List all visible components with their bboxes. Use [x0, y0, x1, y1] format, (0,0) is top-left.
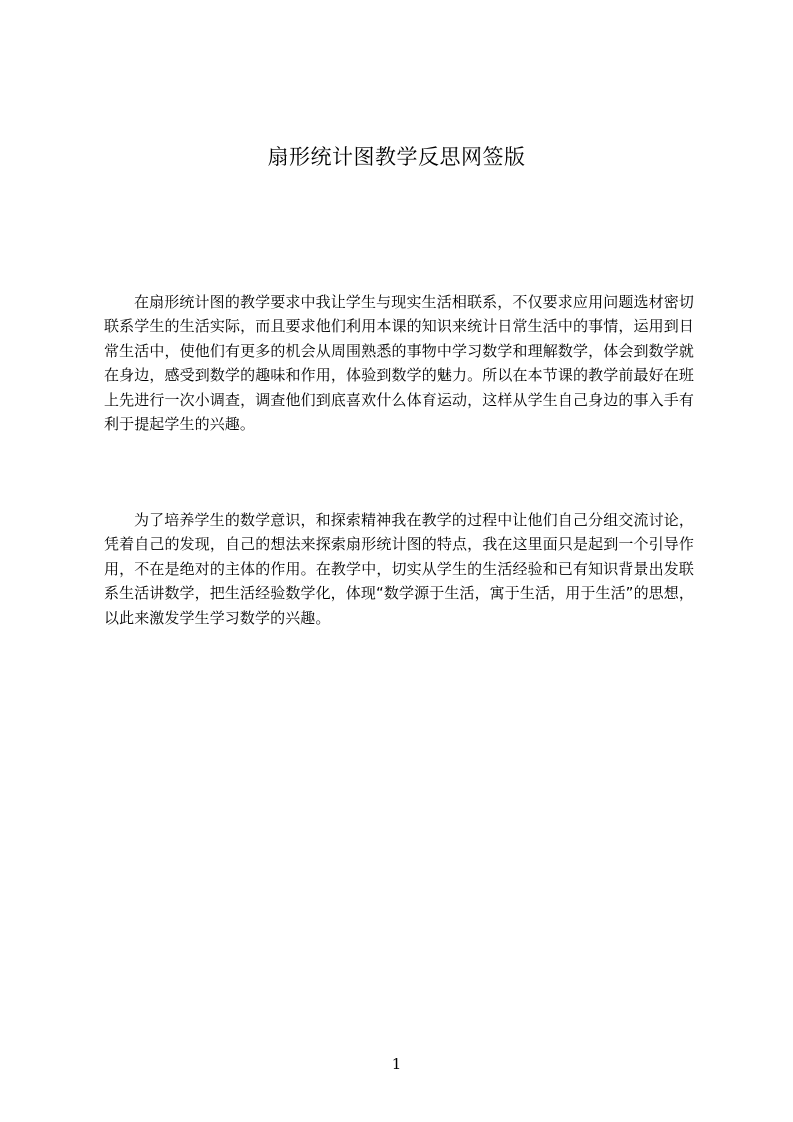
page-number: 1	[391, 1055, 402, 1073]
paragraph-1: 在扇形统计图的教学要求中我让学生与现实生活相联系，不仅要求应用问题选材密切联系学生的生活实际，而且要求他们利用本课的知识来统计日常生活中的事情，运用到日常生活中，使他们有更多的机会从周围熟悉的事物中学习数学和理解数学，体会到数学就在身边，感受到数学的趣味和作用，体验到数学的魅力。所以在本节课的教学前最好在班上先进行一次小调查，调查他们到底喜欢什么体育运动，这样从学生自己身边的事入手有利于提起学生的兴趣。	[104, 293, 694, 434]
document-title: 扇形统计图教学反思网签版	[267, 145, 526, 169]
paragraph-2: 为了培养学生的数学意识，和探索精神我在教学的过程中让他们自己分组交流讨论，凭着自己的发现，自己的想法来探索扇形统计图的特点，我在这里面只是起到一个引导作用，不在是绝对的主体的作用。在教学中，切实从学生的生活经验和已有知识背景出发联系生活讲数学，把生活经验数学化，体现“数学源于生活，寓于生活，用于生活”的思想，以此来激发学生学习数学的兴趣。	[104, 511, 694, 627]
